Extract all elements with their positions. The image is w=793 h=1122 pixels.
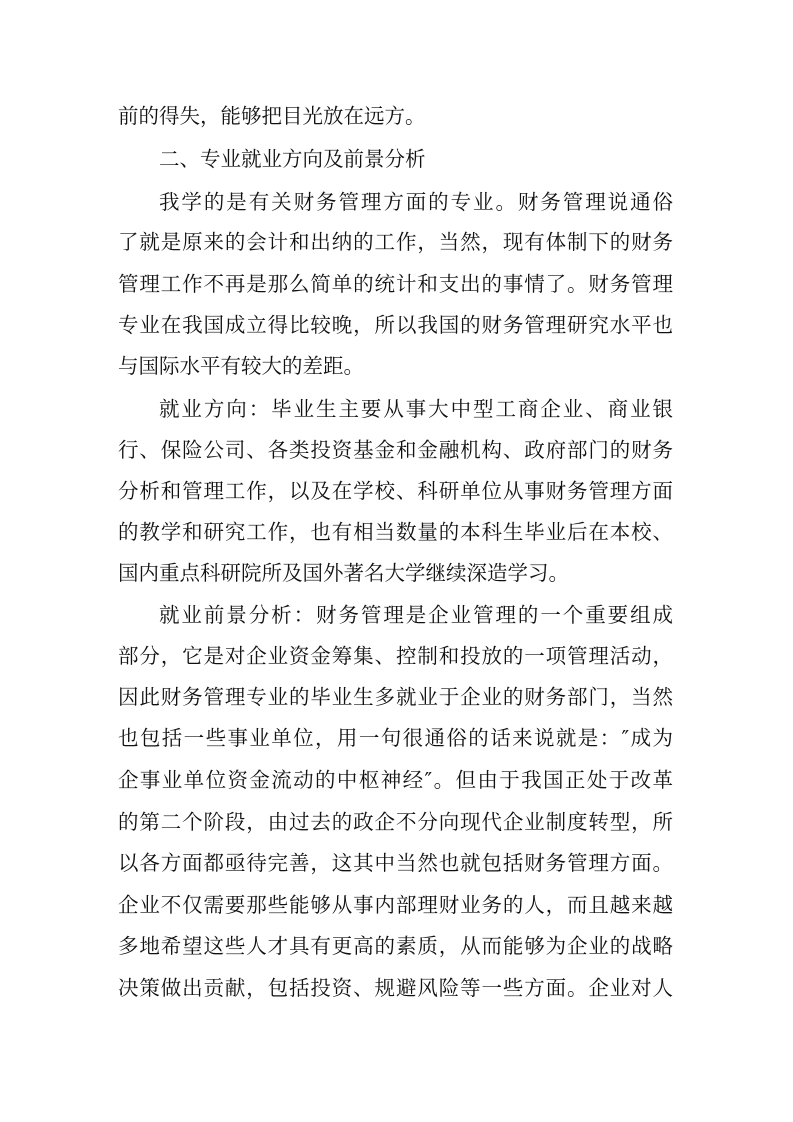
text-line: 企业不仅需要那些能够从事内部理财业务的人，而且越来越 (118, 893, 673, 917)
text-line: 决策做出贡献，包括投资、规避风险等一些方面。企业对人 (118, 976, 673, 1000)
text-line: 也包括一些事业单位，用一句很通俗的话来说就是：″成为 (118, 726, 673, 750)
text-line: 部分，它是对企业资金筹集、控制和投放的一项管理活动， (118, 644, 673, 668)
text-line: 的教学和研究工作，也有相当数量的本科生毕业后在本校、 (118, 520, 673, 544)
text-line: 管理工作不再是那么简单的统计和支出的事情了。财务管理 (118, 272, 673, 296)
text-line: 了就是原来的会计和出纳的工作，当然，现有体制下的财务 (118, 230, 673, 254)
text-line: 前的得失，能够把目光放在远方。 (118, 104, 426, 128)
text-line: 与国际水平有较大的差距。 (118, 354, 364, 378)
text-line: 我学的是有关财务管理方面的专业。财务管理说通俗 (159, 190, 673, 214)
text-line: 国内重点科研院所及国外著名大学继续深造学习。 (118, 561, 569, 585)
text-line: 分析和管理工作，以及在学校、科研单位从事财务管理方面 (118, 479, 673, 503)
section-heading: 二、专业就业方向及前景分析 (159, 147, 426, 171)
text-line: 行、保险公司、各类投资基金和金融机构、政府部门的财务 (118, 438, 673, 462)
text-line: 企事业单位资金流动的中枢神经″。但由于我国正处于改革 (118, 768, 673, 792)
text-line: 以各方面都亟待完善，这其中当然也就包括财务管理方面。 (118, 851, 673, 875)
text-line: 因此财务管理专业的毕业生多就业于企业的财务部门，当然 (118, 685, 673, 709)
text-line: 就业方向：毕业生主要从事大中型工商企业、商业银 (159, 397, 673, 421)
text-line: 就业前景分析：财务管理是企业管理的一个重要组成 (159, 603, 673, 627)
text-line: 的第二个阶段，由过去的政企不分向现代企业制度转型，所 (118, 810, 673, 834)
text-line: 专业在我国成立得比较晚，所以我国的财务管理研究水平也 (118, 313, 673, 337)
text-line: 多地希望这些人才具有更高的素质，从而能够为企业的战略 (118, 934, 673, 958)
